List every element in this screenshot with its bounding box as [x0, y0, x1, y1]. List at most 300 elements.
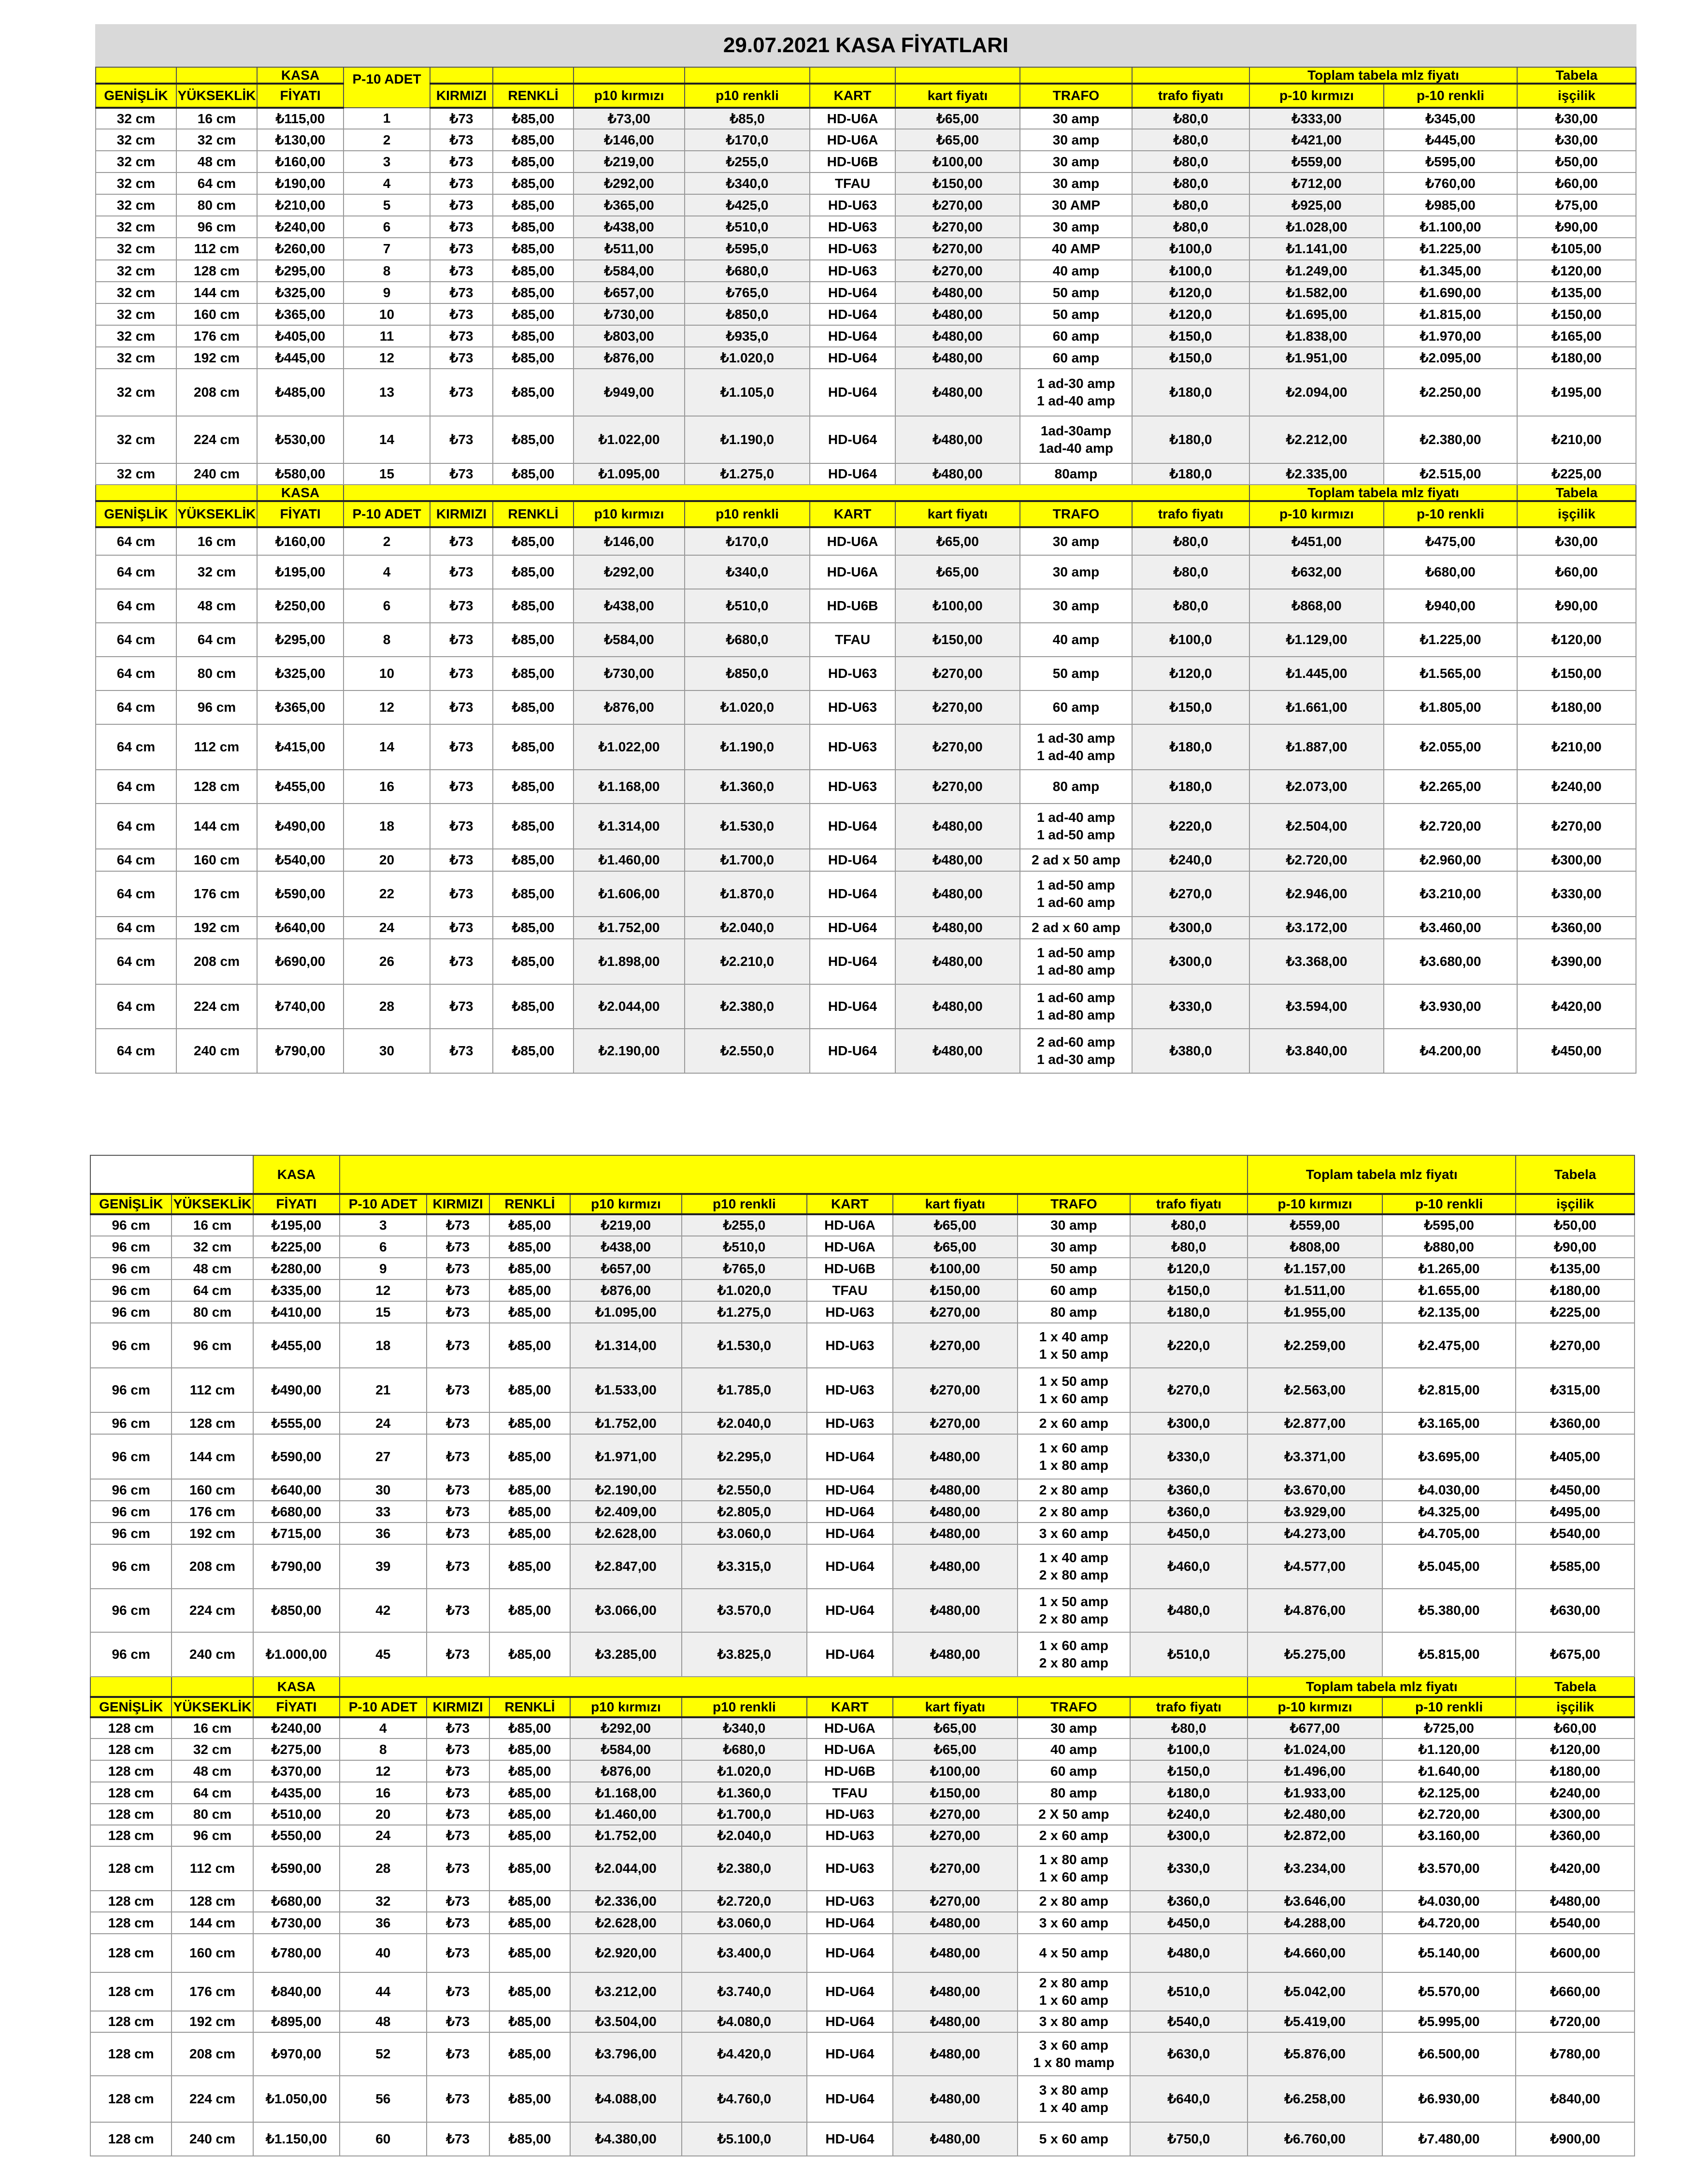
cell-width: 96 cm — [90, 1589, 172, 1632]
cell-height: 48 cm — [176, 589, 257, 623]
cell-kart: HD-U64 — [807, 2032, 892, 2076]
header-col-fiyati: FİYATI — [257, 84, 344, 108]
cell-kirmizi: ₺73 — [427, 1523, 489, 1544]
trafo-line: 2 ad x 50 amp — [1032, 852, 1120, 867]
cell-kart: HD-U6A — [807, 1214, 892, 1236]
cell-p10-kirmizi: ₺4.088,00 — [570, 2076, 682, 2122]
cell-renkli: ₺85,00 — [489, 1589, 570, 1632]
cell-p10-renkli: ₺1.020,0 — [682, 1760, 807, 1782]
cell-renkli: ₺85,00 — [493, 690, 574, 724]
cell-p10-renkli: ₺595,0 — [685, 238, 810, 260]
cell-trafo-price: ₺300,0 — [1130, 1412, 1248, 1434]
cell-trafo — [1020, 917, 1132, 939]
cell-p10-renkli: ₺510,0 — [685, 589, 810, 623]
table-row — [96, 657, 1636, 690]
trafo-line: 1 ad-50 amp — [1037, 945, 1115, 960]
cell-renkli: ₺85,00 — [493, 589, 574, 623]
cell-p10-renkli: ₺680,0 — [682, 1739, 807, 1760]
cell-trafo-price: ₺450,0 — [1130, 1912, 1248, 1934]
table-row — [96, 724, 1636, 770]
table-row — [96, 917, 1636, 939]
cell-p10-count: 24 — [344, 917, 430, 939]
cell-height: 96 cm — [172, 1323, 253, 1368]
cell-p10-kirmizi: ₺438,00 — [574, 589, 685, 623]
cell-p10-kirmizi: ₺1.314,00 — [574, 804, 685, 849]
cell-p10-renkli: ₺1.190,0 — [685, 416, 810, 463]
cell-kart: HD-U63 — [807, 1323, 892, 1368]
header-top-row — [90, 1155, 1635, 1194]
cell-width: 96 cm — [90, 1632, 172, 1677]
cell-p10-renkli: ₺2.550,0 — [685, 1029, 810, 1073]
cell-total-p10-kirmizi: ₺2.073,00 — [1249, 770, 1384, 804]
header-col-trafo-fiyati: trafo fiyatı — [1130, 1697, 1248, 1717]
header-col-iscilik: işçilik — [1516, 1697, 1635, 1717]
cell-kart: HD-U64 — [807, 1544, 892, 1589]
header-top-row — [90, 1677, 1635, 1697]
cell-renkli: ₺85,00 — [489, 2076, 570, 2122]
cell-p10-count: 2 — [344, 129, 430, 151]
cell-trafo — [1020, 325, 1132, 347]
cell-height: 32 cm — [172, 1739, 253, 1760]
cell-kart: HD-U64 — [810, 282, 895, 303]
cell-height: 128 cm — [172, 1412, 253, 1434]
trafo-line: 1 x 80 mamp — [1033, 2055, 1115, 2070]
header-col-yukseklik: YÜKSEKLİK — [172, 1697, 253, 1717]
cell-renkli: ₺85,00 — [489, 1972, 570, 2011]
cell-kart-price: ₺150,00 — [893, 1279, 1018, 1301]
cell-p10-count: 8 — [340, 1739, 426, 1760]
cell-kart-price: ₺65,00 — [895, 527, 1020, 555]
cell-trafo — [1018, 1412, 1130, 1434]
cell-renkli: ₺85,00 — [493, 172, 574, 194]
header-toplam: Toplam tabela mlz fiyatı — [1248, 1155, 1516, 1194]
cell-total-p10-kirmizi: ₺1.445,00 — [1249, 657, 1384, 690]
cell-p10-kirmizi: ₺1.752,00 — [574, 917, 685, 939]
header-col-yukseklik: YÜKSEKLİK — [176, 501, 257, 527]
cell-total-p10-kirmizi: ₺1.129,00 — [1249, 623, 1384, 657]
cell-total-p10-kirmizi: ₺2.480,00 — [1248, 1804, 1382, 1825]
cell-kart: HD-U63 — [810, 724, 895, 770]
cell-p10-kirmizi: ₺876,00 — [574, 347, 685, 369]
table-row — [96, 871, 1636, 917]
cell-total-p10-kirmizi: ₺2.872,00 — [1248, 1825, 1382, 1846]
cell-trafo-price: ₺180,0 — [1132, 463, 1249, 485]
cell-height: 48 cm — [172, 1760, 253, 1782]
cell-kart: HD-U64 — [810, 325, 895, 347]
cell-kasa-price: ₺160,00 — [257, 527, 344, 555]
trafo-line: 2 x 80 amp — [1039, 1655, 1108, 1670]
cell-p10-count: 4 — [344, 555, 430, 589]
cell-height: 128 cm — [176, 770, 257, 804]
cell-kirmizi: ₺73 — [427, 2032, 489, 2076]
cell-trafo-price: ₺150,0 — [1130, 1760, 1248, 1782]
trafo-line: 1 x 60 amp — [1039, 1993, 1108, 2008]
cell-kart-price: ₺480,00 — [895, 369, 1020, 416]
cell-p10-kirmizi: ₺219,00 — [574, 151, 685, 172]
cell-kirmizi: ₺73 — [430, 724, 493, 770]
cell-trafo — [1020, 416, 1132, 463]
header-col-iscilik: işçilik — [1516, 1194, 1635, 1214]
cell-kart-price: ₺480,00 — [893, 2122, 1018, 2156]
cell-labor: ₺180,00 — [1516, 1760, 1635, 1782]
cell-p10-kirmizi: ₺146,00 — [574, 527, 685, 555]
cell-trafo-price: ₺510,0 — [1130, 1632, 1248, 1677]
cell-trafo — [1018, 1279, 1130, 1301]
cell-renkli: ₺85,00 — [489, 1934, 570, 1972]
cell-total-p10-renkli: ₺3.165,00 — [1382, 1412, 1516, 1434]
cell-kirmizi: ₺73 — [430, 216, 493, 238]
cell-renkli: ₺85,00 — [489, 1214, 570, 1236]
cell-renkli: ₺85,00 — [493, 303, 574, 325]
cell-height: 208 cm — [176, 939, 257, 984]
cell-p10-renkli: ₺1.020,0 — [685, 690, 810, 724]
cell-total-p10-renkli: ₺940,00 — [1384, 589, 1517, 623]
cell-kasa-price: ₺895,00 — [253, 2011, 340, 2032]
cell-width: 64 cm — [96, 623, 176, 657]
cell-total-p10-renkli: ₺5.140,00 — [1382, 1934, 1516, 1972]
cell-p10-renkli: ₺2.040,0 — [682, 1825, 807, 1846]
header-col-trafo-fiyati: trafo fiyatı — [1130, 1194, 1248, 1214]
trafo-line: 30 AMP — [1051, 197, 1101, 213]
header-cell-blank — [90, 1155, 253, 1194]
cell-kart: HD-U64 — [810, 939, 895, 984]
header-col-kart-fiyati: kart fiyatı — [895, 84, 1020, 108]
cell-width: 128 cm — [90, 1934, 172, 1972]
cell-kart-price: ₺480,00 — [893, 1632, 1018, 1677]
cell-kasa-price: ₺730,00 — [253, 1912, 340, 1934]
trafo-line: 40 AMP — [1051, 241, 1101, 256]
cell-p10-kirmizi: ₺1.606,00 — [574, 871, 685, 917]
trafo-line: 1 ad-30 amp — [1037, 1052, 1115, 1067]
cell-height: 192 cm — [172, 1523, 253, 1544]
cell-p10-renkli: ₺340,0 — [685, 555, 810, 589]
header-col-p10-kirmizi: p10 kırmızı — [570, 1697, 682, 1717]
cell-height: 208 cm — [176, 369, 257, 416]
cell-labor: ₺480,00 — [1516, 1891, 1635, 1912]
cell-kirmizi: ₺73 — [430, 303, 493, 325]
cell-kart-price: ₺65,00 — [893, 1739, 1018, 1760]
cell-p10-count: 18 — [344, 804, 430, 849]
cell-total-p10-kirmizi: ₺3.371,00 — [1248, 1434, 1382, 1479]
cell-width: 128 cm — [90, 2076, 172, 2122]
cell-labor: ₺75,00 — [1517, 194, 1636, 216]
header-col-toplam-p10-renkli: p-10 renkli — [1384, 84, 1517, 108]
cell-kirmizi: ₺73 — [427, 1368, 489, 1412]
cell-kirmizi: ₺73 — [430, 690, 493, 724]
table-row — [96, 770, 1636, 804]
table-row — [90, 1501, 1635, 1523]
cell-kirmizi: ₺73 — [430, 770, 493, 804]
cell-kasa-price: ₺370,00 — [253, 1760, 340, 1782]
trafo-line: 80amp — [1054, 466, 1098, 481]
trafo-line: 1 x 80 amp — [1039, 1852, 1108, 1867]
cell-total-p10-renkli: ₺4.705,00 — [1382, 1523, 1516, 1544]
cell-kart: HD-U64 — [807, 2011, 892, 2032]
cell-total-p10-kirmizi: ₺4.876,00 — [1248, 1589, 1382, 1632]
cell-trafo-price: ₺80,0 — [1130, 1236, 1248, 1258]
cell-p10-renkli: ₺1.530,0 — [685, 804, 810, 849]
trafo-line: 50 amp — [1052, 306, 1100, 322]
cell-height: 112 cm — [172, 1846, 253, 1891]
trafo-line: 50 amp — [1052, 285, 1100, 300]
cell-trafo — [1020, 347, 1132, 369]
table-row — [90, 1214, 1635, 1236]
cell-total-p10-renkli: ₺2.135,00 — [1382, 1301, 1516, 1323]
cell-trafo — [1020, 216, 1132, 238]
cell-labor: ₺780,00 — [1516, 2032, 1635, 2076]
cell-p10-renkli: ₺1.190,0 — [685, 724, 810, 770]
cell-kasa-price: ₺840,00 — [253, 1972, 340, 2011]
cell-kirmizi: ₺73 — [427, 1479, 489, 1501]
cell-renkli: ₺85,00 — [493, 939, 574, 984]
cell-width: 32 cm — [96, 369, 176, 416]
cell-kasa-price: ₺680,00 — [253, 1891, 340, 1912]
cell-kart-price: ₺480,00 — [895, 917, 1020, 939]
cell-kart-price: ₺480,00 — [895, 804, 1020, 849]
header-col-toplam-p10-kirmizi: p-10 kırmızı — [1248, 1697, 1382, 1717]
cell-kasa-price: ₺455,00 — [257, 770, 344, 804]
cell-trafo — [1020, 589, 1132, 623]
cell-trafo — [1018, 1434, 1130, 1479]
cell-trafo-price: ₺150,0 — [1130, 1279, 1248, 1301]
cell-kasa-price: ₺275,00 — [253, 1739, 340, 1760]
cell-renkli: ₺85,00 — [493, 555, 574, 589]
cell-total-p10-renkli: ₺2.515,00 — [1384, 463, 1517, 485]
cell-height: 16 cm — [172, 1717, 253, 1739]
cell-kasa-price: ₺415,00 — [257, 724, 344, 770]
cell-renkli: ₺85,00 — [493, 1029, 574, 1073]
cell-height: 80 cm — [176, 657, 257, 690]
cell-kirmizi: ₺73 — [427, 1544, 489, 1589]
cell-trafo-price: ₺240,0 — [1132, 849, 1249, 871]
cell-p10-count: 40 — [340, 1934, 426, 1972]
cell-height: 32 cm — [176, 129, 257, 151]
cell-renkli: ₺85,00 — [493, 984, 574, 1029]
cell-total-p10-renkli: ₺5.380,00 — [1382, 1589, 1516, 1632]
cell-kart-price: ₺480,00 — [895, 303, 1020, 325]
cell-p10-renkli: ₺2.295,0 — [682, 1434, 807, 1479]
header-cell-blank — [810, 67, 895, 84]
cell-kasa-price: ₺160,00 — [257, 151, 344, 172]
cell-renkli: ₺85,00 — [489, 1804, 570, 1825]
cell-p10-kirmizi: ₺1.022,00 — [574, 724, 685, 770]
trafo-line: 1ad-30amp — [1040, 423, 1112, 438]
cell-renkli: ₺85,00 — [489, 1479, 570, 1501]
cell-p10-renkli: ₺765,0 — [682, 1258, 807, 1279]
cell-p10-renkli: ₺425,0 — [685, 194, 810, 216]
cell-kirmizi: ₺73 — [427, 1589, 489, 1632]
cell-p10-count: 27 — [340, 1434, 426, 1479]
cell-trafo-price: ₺360,0 — [1130, 1891, 1248, 1912]
cell-p10-renkli: ₺3.740,0 — [682, 1972, 807, 2011]
cell-kasa-price: ₺540,00 — [257, 849, 344, 871]
cell-height: 160 cm — [176, 303, 257, 325]
cell-labor: ₺630,00 — [1516, 1589, 1635, 1632]
cell-total-p10-renkli: ₺5.995,00 — [1382, 2011, 1516, 2032]
cell-kart-price: ₺65,00 — [893, 1236, 1018, 1258]
cell-kart: TFAU — [807, 1279, 892, 1301]
cell-renkli: ₺85,00 — [489, 1412, 570, 1434]
cell-p10-renkli: ₺765,0 — [685, 282, 810, 303]
header-col-p10-renkli: p10 renkli — [682, 1194, 807, 1214]
trafo-line: 30 amp — [1052, 132, 1100, 147]
cell-trafo — [1018, 1479, 1130, 1501]
cell-renkli: ₺85,00 — [489, 1912, 570, 1934]
cell-kart: HD-U64 — [810, 347, 895, 369]
cell-labor: ₺195,00 — [1517, 369, 1636, 416]
table-row — [96, 939, 1636, 984]
cell-trafo — [1018, 1782, 1130, 1804]
cell-kart: HD-U64 — [807, 1934, 892, 1972]
cell-p10-renkli: ₺4.760,0 — [682, 2076, 807, 2122]
cell-trafo-price: ₺180,0 — [1130, 1301, 1248, 1323]
cell-width: 96 cm — [90, 1279, 172, 1301]
cell-kart-price: ₺270,00 — [895, 260, 1020, 282]
cell-total-p10-kirmizi: ₺1.838,00 — [1249, 325, 1384, 347]
cell-p10-kirmizi: ₺1.168,00 — [574, 770, 685, 804]
header-col-p10-kirmizi: p10 kırmızı — [570, 1194, 682, 1214]
cell-total-p10-renkli: ₺6.930,00 — [1382, 2076, 1516, 2122]
cell-width: 64 cm — [96, 589, 176, 623]
cell-labor: ₺180,00 — [1516, 1279, 1635, 1301]
header-columns-row — [90, 1194, 1635, 1214]
cell-labor: ₺60,00 — [1517, 555, 1636, 589]
cell-p10-count: 21 — [340, 1368, 426, 1412]
cell-p10-renkli: ₺510,0 — [682, 1236, 807, 1258]
cell-height: 160 cm — [172, 1934, 253, 1972]
cell-labor: ₺315,00 — [1516, 1368, 1635, 1412]
cell-labor: ₺660,00 — [1516, 1972, 1635, 2011]
cell-trafo — [1018, 1589, 1130, 1632]
header-col-renkli: RENKLİ — [493, 501, 574, 527]
trafo-line: 30 amp — [1052, 111, 1100, 126]
cell-renkli: ₺85,00 — [493, 849, 574, 871]
cell-width: 128 cm — [90, 2032, 172, 2076]
cell-kart-price: ₺480,00 — [895, 282, 1020, 303]
cell-trafo-price: ₺220,0 — [1130, 1323, 1248, 1368]
table-row — [96, 555, 1636, 589]
cell-total-p10-kirmizi: ₺1.695,00 — [1249, 303, 1384, 325]
trafo-line: 1 ad-30 amp — [1037, 376, 1115, 391]
cell-trafo — [1020, 984, 1132, 1029]
cell-total-p10-kirmizi: ₺333,00 — [1249, 108, 1384, 129]
cell-total-p10-renkli: ₺1.120,00 — [1382, 1739, 1516, 1760]
header-col-p10-kirmizi: p10 kırmızı — [574, 84, 685, 108]
cell-total-p10-kirmizi: ₺808,00 — [1248, 1236, 1382, 1258]
cell-total-p10-kirmizi: ₺5.876,00 — [1248, 2032, 1382, 2076]
cell-total-p10-kirmizi: ₺4.273,00 — [1248, 1523, 1382, 1544]
cell-renkli: ₺85,00 — [489, 2011, 570, 2032]
trafo-line: 3 x 80 amp — [1039, 2083, 1108, 2098]
cell-width: 128 cm — [90, 1846, 172, 1891]
cell-labor: ₺210,00 — [1517, 724, 1636, 770]
cell-kart: TFAU — [810, 623, 895, 657]
cell-kirmizi: ₺73 — [427, 1501, 489, 1523]
cell-p10-kirmizi: ₺1.095,00 — [574, 463, 685, 485]
cell-kasa-price: ₺680,00 — [253, 1501, 340, 1523]
cell-labor: ₺585,00 — [1516, 1544, 1635, 1589]
cell-trafo-price: ₺630,0 — [1130, 2032, 1248, 2076]
table-row — [90, 1972, 1635, 2011]
cell-width: 64 cm — [96, 849, 176, 871]
cell-kart: HD-U6B — [807, 1258, 892, 1279]
cell-p10-kirmizi: ₺2.409,00 — [570, 1501, 682, 1523]
cell-labor: ₺120,00 — [1517, 260, 1636, 282]
cell-kart-price: ₺65,00 — [893, 1717, 1018, 1739]
cell-kasa-price: ₺740,00 — [257, 984, 344, 1029]
cell-trafo-price: ₺80,0 — [1132, 194, 1249, 216]
cell-kart-price: ₺270,00 — [893, 1323, 1018, 1368]
table-row — [90, 1717, 1635, 1739]
cell-kirmizi: ₺73 — [427, 1434, 489, 1479]
cell-total-p10-kirmizi: ₺5.419,00 — [1248, 2011, 1382, 2032]
cell-p10-renkli: ₺1.700,0 — [682, 1804, 807, 1825]
header-cell-blank — [340, 1155, 1248, 1194]
trafo-line: 1 ad-30 amp — [1037, 731, 1115, 746]
cell-trafo — [1018, 1891, 1130, 1912]
cell-width: 32 cm — [96, 303, 176, 325]
cell-kirmizi: ₺73 — [427, 1323, 489, 1368]
trafo-line: 1 ad-40 amp — [1037, 393, 1115, 408]
cell-kirmizi: ₺73 — [427, 1846, 489, 1891]
trafo-line: 5 x 60 amp — [1039, 2131, 1108, 2146]
cell-kart-price: ₺65,00 — [895, 555, 1020, 589]
cell-kirmizi: ₺73 — [430, 172, 493, 194]
cell-p10-count: 11 — [344, 325, 430, 347]
cell-kart-price: ₺480,00 — [893, 1912, 1018, 1934]
cell-kart: HD-U6B — [810, 151, 895, 172]
cell-p10-count: 13 — [344, 369, 430, 416]
cell-p10-kirmizi: ₺2.628,00 — [570, 1523, 682, 1544]
cell-total-p10-kirmizi: ₺2.212,00 — [1249, 416, 1384, 463]
header-col-fiyati: FİYATI — [257, 501, 344, 527]
cell-total-p10-kirmizi: ₺1.933,00 — [1248, 1782, 1382, 1804]
cell-trafo-price: ₺80,0 — [1130, 1717, 1248, 1739]
cell-p10-count: 8 — [344, 623, 430, 657]
cell-width: 128 cm — [90, 1972, 172, 2011]
cell-kart: HD-U6A — [810, 129, 895, 151]
cell-kart-price: ₺270,00 — [895, 690, 1020, 724]
cell-total-p10-renkli: ₺2.095,00 — [1384, 347, 1517, 369]
cell-renkli: ₺85,00 — [489, 1323, 570, 1368]
cell-kart: HD-U6A — [810, 108, 895, 129]
cell-total-p10-kirmizi: ₺1.249,00 — [1249, 260, 1384, 282]
trafo-line: 1 x 50 amp — [1039, 1346, 1108, 1362]
cell-labor: ₺30,00 — [1517, 129, 1636, 151]
trafo-line: 1 x 50 amp — [1039, 1374, 1108, 1389]
header-col-toplam-p10-kirmizi: p-10 kırmızı — [1249, 501, 1384, 527]
cell-total-p10-renkli: ₺3.160,00 — [1382, 1825, 1516, 1846]
cell-renkli: ₺85,00 — [493, 463, 574, 485]
cell-kirmizi: ₺73 — [430, 416, 493, 463]
cell-renkli: ₺85,00 — [489, 1236, 570, 1258]
cell-kirmizi: ₺73 — [427, 1632, 489, 1677]
header-kasa: KASA — [253, 1155, 340, 1194]
cell-p10-renkli: ₺170,0 — [685, 527, 810, 555]
header-col-toplam-p10-renkli: p-10 renkli — [1382, 1194, 1516, 1214]
header-cell-blank — [574, 67, 685, 84]
cell-kasa-price: ₺970,00 — [253, 2032, 340, 2076]
cell-labor: ₺360,00 — [1517, 917, 1636, 939]
cell-labor: ₺540,00 — [1516, 1912, 1635, 1934]
cell-kirmizi: ₺73 — [427, 1214, 489, 1236]
cell-p10-kirmizi: ₺1.022,00 — [574, 416, 685, 463]
table-row — [90, 1544, 1635, 1589]
cell-total-p10-kirmizi: ₺4.577,00 — [1248, 1544, 1382, 1589]
table-row — [96, 347, 1636, 369]
cell-kasa-price: ₺225,00 — [253, 1236, 340, 1258]
cell-p10-count: 4 — [344, 172, 430, 194]
